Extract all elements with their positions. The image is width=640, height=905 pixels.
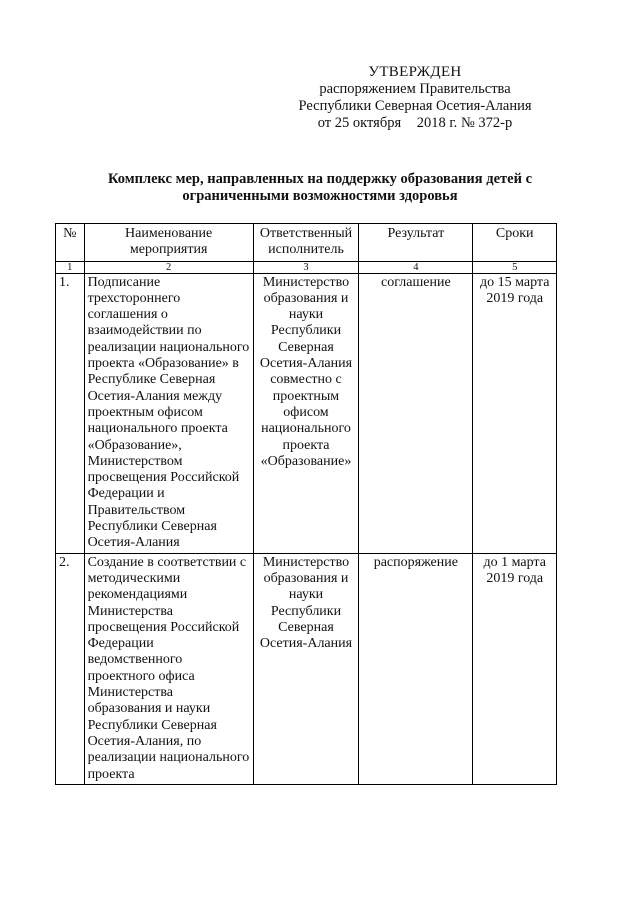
measure-result: соглашение <box>359 273 473 553</box>
approval-number: № 372-р <box>460 115 513 131</box>
measure-deadline: до 15 марта 2019 года <box>473 273 557 553</box>
row-number: 2. <box>56 553 85 784</box>
approval-block <box>265 64 565 132</box>
column-number: 4 <box>359 261 473 273</box>
measures-table <box>55 223 557 785</box>
header-name: Наименование мероприятия <box>84 224 253 262</box>
column-number: 5 <box>473 261 557 273</box>
approval-date-line <box>265 115 565 132</box>
table-header-row <box>56 224 557 262</box>
approval-title: УТВЕРЖДЕН <box>368 64 462 80</box>
measure-name: Подписание трехстороннего соглашения о взаимодействии по реализации национального проекта «Образование» в Республике Северная Осетия-Алания между проектным офисом национального проекта «Образование», Министерством просвещения Российской Федерации и Правительством Республики Северная Осетия-Алания <box>84 273 253 553</box>
measure-name: Создание в соответствии с методическими рекомендациями Министерства просвещения Российской Федерации ведомственного проектного офиса Министерства образования и науки Республики Северная Осетия-Алания, по реализации национального проекта <box>84 553 253 784</box>
approval-year: 2018 г. <box>416 115 458 131</box>
header-deadline: Сроки <box>473 224 557 262</box>
approval-line-1: распоряжением Правительства <box>319 81 511 97</box>
measure-deadline: до 1 марта 2019 года <box>473 553 557 784</box>
row-number: 1. <box>56 273 85 553</box>
responsible-party: Министерство образования и науки Республики Северная Осетия-Алания <box>253 553 358 784</box>
approval-date: 25 октября <box>334 115 402 131</box>
approval-line-2: Республики Северная Осетия-Алания <box>298 98 532 114</box>
column-number-row <box>56 261 557 273</box>
header-responsible: Ответственный исполнитель <box>253 224 358 262</box>
document-title: Комплекс мер, направленных на поддержку образования детей с ограниченными возможностями здоровья <box>107 171 533 204</box>
column-number: 1 <box>56 261 85 273</box>
responsible-party: Министерство образования и науки Республики Северная Осетия-Алания совместно с проектным офисом национального проекта «Образование» <box>253 273 358 553</box>
column-number: 2 <box>84 261 253 273</box>
approval-prefix: от <box>317 115 332 131</box>
header-no: № <box>56 224 85 262</box>
table-row <box>56 273 557 553</box>
header-result: Результат <box>359 224 473 262</box>
table-row <box>56 553 557 784</box>
column-number: 3 <box>253 261 358 273</box>
measure-result: распоряжение <box>359 553 473 784</box>
